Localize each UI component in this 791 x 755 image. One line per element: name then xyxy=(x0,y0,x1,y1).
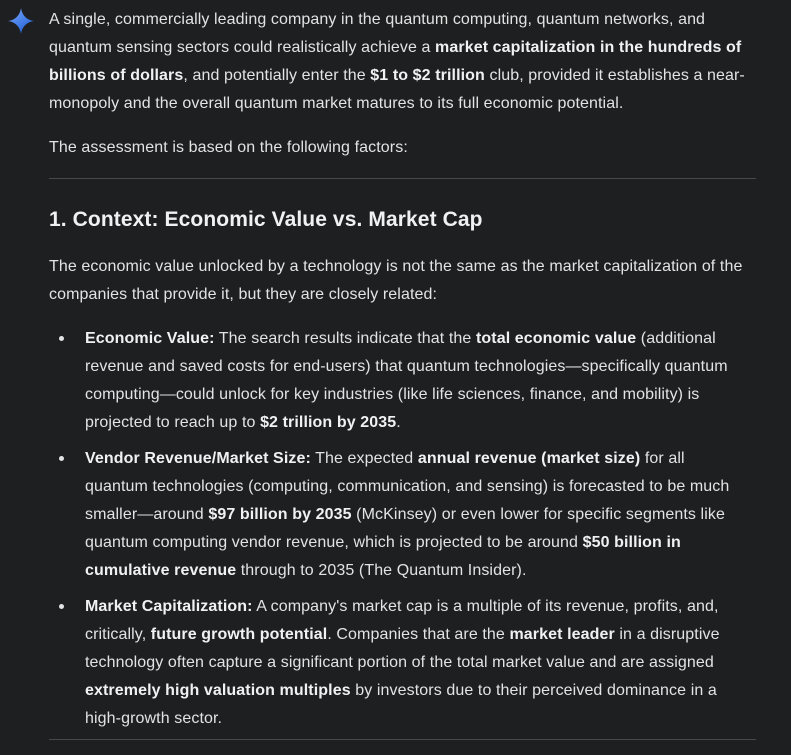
bullet-vendor-revenue: Vendor Revenue/Market Size: The expected annual revenue (market size) for all quantum technologies (computing, communication, and sensing) is forecasted to be much smaller—around $97 billion by 2035 (McKinsey) or even lower for specific segments like quantum computing vendor revenue, which is projected to be around $50 billion in cumulative revenue through to 2035 (The Quantum Insider). xyxy=(85,445,747,585)
bullet-market-capitalization: Market Capitalization: A company's market cap is a multiple of its revenue, profits, and, critically, future growth potential. Companies that are the market leader in a disruptive technology often capture a significant portion of the total market value and are assigned extremely high valuation multiples by investors due to their perceived dominance in a high-growth sector. xyxy=(85,593,747,733)
divider-top xyxy=(49,178,756,179)
divider-bottom xyxy=(49,739,756,740)
factors-lead: The assessment is based on the following factors: xyxy=(49,139,408,156)
gemini-sparkle-icon xyxy=(8,8,34,34)
section-lead: The economic value unlocked by a technology is not the same as the market capitalization of the companies that provide it, but they are closely related: xyxy=(49,258,743,303)
section-heading: 1. Context: Economic Value vs. Market Cap xyxy=(49,208,483,231)
intro-paragraph: A single, commercially leading company in the quantum computing, quantum networks, and quantum sensing sectors could realistically achieve a market capitalization in the hundreds of billions of dollars, and potentially enter the $1 to $2 trillion club, provided it establishes a near-monopoly and the overall quantum market matures to its full economic potential. xyxy=(49,11,745,112)
factors-list xyxy=(49,325,761,733)
bullet-economic-value: Economic Value: The search results indicate that the total economic value (additional revenue and saved costs for end-users) that quantum technologies—specifically quantum computing—could unlock for key industries (like life sciences, finance, and mobility) is projected to reach up to $2 trillion by 2035. xyxy=(85,325,747,437)
